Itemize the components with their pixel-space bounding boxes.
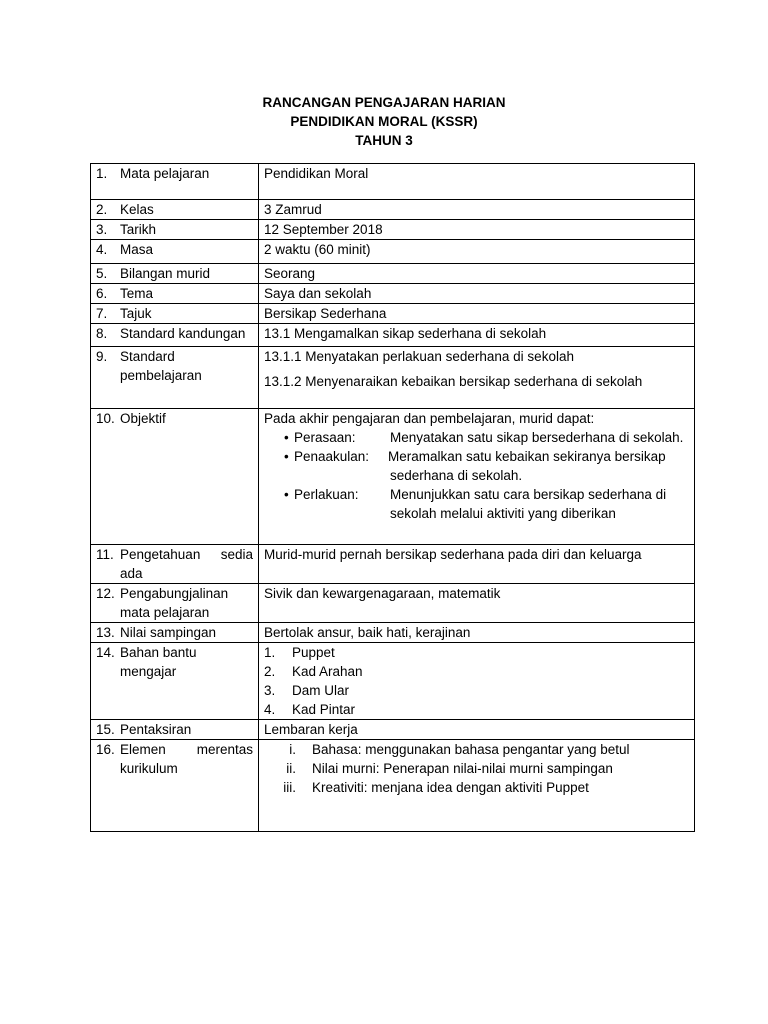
lesson-plan-table xyxy=(90,163,695,832)
objektif-item xyxy=(264,447,689,485)
row-number: 7. xyxy=(96,306,108,321)
row-label xyxy=(91,347,259,409)
row-number: 5. xyxy=(96,266,108,281)
list-item xyxy=(264,778,689,797)
objektif-text: sederhana di sekolah. xyxy=(390,468,523,483)
row-value: Saya dan sekolah xyxy=(259,284,695,304)
objektif-item xyxy=(264,485,689,523)
list-text: Dam Ular xyxy=(292,683,350,698)
row-label-text: kurikulum xyxy=(120,761,178,776)
row-label-text: Mata pelajaran xyxy=(120,166,210,181)
row-number: 6. xyxy=(96,286,108,301)
row-label-text: Pengabungjalinan xyxy=(120,586,229,601)
row-number: 11. xyxy=(96,547,114,562)
row-value: Bersikap Sederhana xyxy=(259,304,695,324)
row-value: Murid-murid pernah bersikap sederhana pada diri dan keluarga xyxy=(259,545,695,584)
bullet-icon: • xyxy=(284,430,289,445)
list-item xyxy=(264,643,689,662)
objektif-text: sekolah melalui aktiviti yang diberikan xyxy=(390,506,616,521)
row-value xyxy=(259,347,695,409)
row-value: 3 Zamrud xyxy=(259,200,695,220)
row-label xyxy=(91,643,259,720)
table-row-standard-kandungan xyxy=(91,324,695,347)
row-label-text: Kelas xyxy=(120,202,154,217)
row-label xyxy=(91,220,259,240)
list-item xyxy=(264,740,689,759)
row-value xyxy=(259,643,695,720)
table-row-nilai-sampingan xyxy=(91,623,695,643)
row-value xyxy=(259,740,695,832)
row-label-text: Tarikh xyxy=(120,222,157,237)
objektif-item xyxy=(264,428,689,447)
list-text: Kad Pintar xyxy=(292,702,356,717)
table-row-masa xyxy=(91,240,695,264)
table-row-pentaksiran xyxy=(91,720,695,740)
row-label-text: Bilangan murid xyxy=(120,266,211,281)
row-number: 8. xyxy=(96,326,108,341)
standard-pembelajaran-item: 13.1.1 Menyatakan perlakuan sederhana di sekolah xyxy=(264,349,574,364)
row-label xyxy=(91,200,259,220)
table-row-mata-pelajaran xyxy=(91,164,695,200)
list-item xyxy=(264,681,689,700)
list-item xyxy=(264,700,689,719)
row-label-text: Tajuk xyxy=(120,306,152,321)
row-number: 4. xyxy=(96,242,108,257)
objektif-text: Meramalkan satu kebaikan sekiranya bersikap xyxy=(388,449,666,464)
list-number: i. xyxy=(289,742,296,757)
header-title: RANCANGAN PENGAJARAN HARIAN xyxy=(262,95,506,110)
row-label xyxy=(91,720,259,740)
row-label-text: Pengetahuan sedia xyxy=(120,547,253,562)
row-number: 12. xyxy=(96,586,115,601)
list-number: 4. xyxy=(264,702,276,717)
table-row-tema xyxy=(91,284,695,304)
row-value: Seorang xyxy=(259,264,695,284)
list-number: ii. xyxy=(286,761,296,776)
row-value: Lembaran kerja xyxy=(259,720,695,740)
row-label xyxy=(91,409,259,545)
header-year: TAHUN 3 xyxy=(355,133,413,148)
table-row-pengetahuan-sedia-ada xyxy=(91,545,695,584)
row-label xyxy=(91,240,259,264)
objektif-domain: Perasaan: xyxy=(294,430,356,445)
list-item xyxy=(264,662,689,681)
row-label xyxy=(91,623,259,643)
row-value xyxy=(259,409,695,545)
list-text: Puppet xyxy=(292,645,335,660)
row-value: Sivik dan kewargenagaraan, matematik xyxy=(259,584,695,623)
row-number: 3. xyxy=(96,222,108,237)
list-text: Nilai murni: Penerapan nilai-nilai murni sampingan xyxy=(312,761,613,776)
row-number: 10. xyxy=(96,411,115,426)
table-row-objektif xyxy=(91,409,695,545)
list-item xyxy=(264,759,689,778)
row-number: 15. xyxy=(96,722,115,737)
row-label xyxy=(91,324,259,347)
bullet-icon: • xyxy=(284,487,289,502)
row-label xyxy=(91,740,259,832)
table-row-standard-pembelajaran xyxy=(91,347,695,409)
row-label-text: Standard kandungan xyxy=(120,326,246,341)
row-label-text: Elemen merentas xyxy=(120,742,253,757)
list-number: iii. xyxy=(283,780,296,795)
table-row-tajuk xyxy=(91,304,695,324)
row-value: 2 waktu (60 minit) xyxy=(259,240,695,264)
row-label-text: Pentaksiran xyxy=(120,722,192,737)
row-number: 9. xyxy=(96,349,108,364)
table-row-kelas xyxy=(91,200,695,220)
list-number: 2. xyxy=(264,664,276,679)
row-label-text: Objektif xyxy=(120,411,166,426)
document-header xyxy=(0,93,768,150)
row-label-text: ada xyxy=(120,566,143,581)
row-label xyxy=(91,545,259,584)
row-value: Pendidikan Moral xyxy=(259,164,695,200)
objektif-domain: Perlakuan: xyxy=(294,487,359,502)
row-number: 1. xyxy=(96,166,108,181)
row-value: Bertolak ansur, baik hati, kerajinan xyxy=(259,623,695,643)
list-text: Kad Arahan xyxy=(292,664,363,679)
row-label xyxy=(91,164,259,200)
row-label-text: Tema xyxy=(120,286,154,301)
table-row-elemen-merentas-kurikulum xyxy=(91,740,695,832)
row-label-text: pembelajaran xyxy=(120,368,202,383)
list-text: Bahasa: menggunakan bahasa pengantar yang betul xyxy=(312,742,630,757)
objektif-domain: Penaakulan: xyxy=(294,449,370,464)
table-row-tarikh xyxy=(91,220,695,240)
row-label-text: Standard xyxy=(120,349,175,364)
row-label xyxy=(91,304,259,324)
row-number: 16. xyxy=(96,742,115,757)
row-value: 12 September 2018 xyxy=(259,220,695,240)
objektif-text: Menunjukkan satu cara bersikap sederhana di xyxy=(390,487,667,502)
row-label xyxy=(91,284,259,304)
standard-pembelajaran-item: 13.1.2 Menyenaraikan kebaikan bersikap sederhana di sekolah xyxy=(264,374,643,389)
row-label xyxy=(91,584,259,623)
list-number: 1. xyxy=(264,645,276,660)
row-label-text: Masa xyxy=(120,242,154,257)
bullet-icon: • xyxy=(284,449,289,464)
row-label-text: Nilai sampingan xyxy=(120,625,217,640)
row-label xyxy=(91,264,259,284)
row-number: 2. xyxy=(96,202,108,217)
list-text: Kreativiti: menjana idea dengan aktiviti Puppet xyxy=(312,780,589,795)
table-row-pengabungjalinan xyxy=(91,584,695,623)
list-number: 3. xyxy=(264,683,276,698)
table-row-bilangan-murid xyxy=(91,264,695,284)
row-number: 13. xyxy=(96,625,115,640)
table-row-bahan-bantu xyxy=(91,643,695,720)
row-number: 14. xyxy=(96,645,115,660)
row-label-text: mata pelajaran xyxy=(120,605,210,620)
row-label-text: Bahan bantu xyxy=(120,645,197,660)
row-label-text: mengajar xyxy=(120,664,177,679)
header-subject: PENDIDIKAN MORAL (KSSR) xyxy=(290,114,478,129)
objektif-text: Menyatakan satu sikap bersederhana di sekolah. xyxy=(390,430,684,445)
objektif-intro: Pada akhir pengajaran dan pembelajaran, murid dapat: xyxy=(264,411,595,426)
row-value: 13.1 Mengamalkan sikap sederhana di sekolah xyxy=(259,324,695,347)
